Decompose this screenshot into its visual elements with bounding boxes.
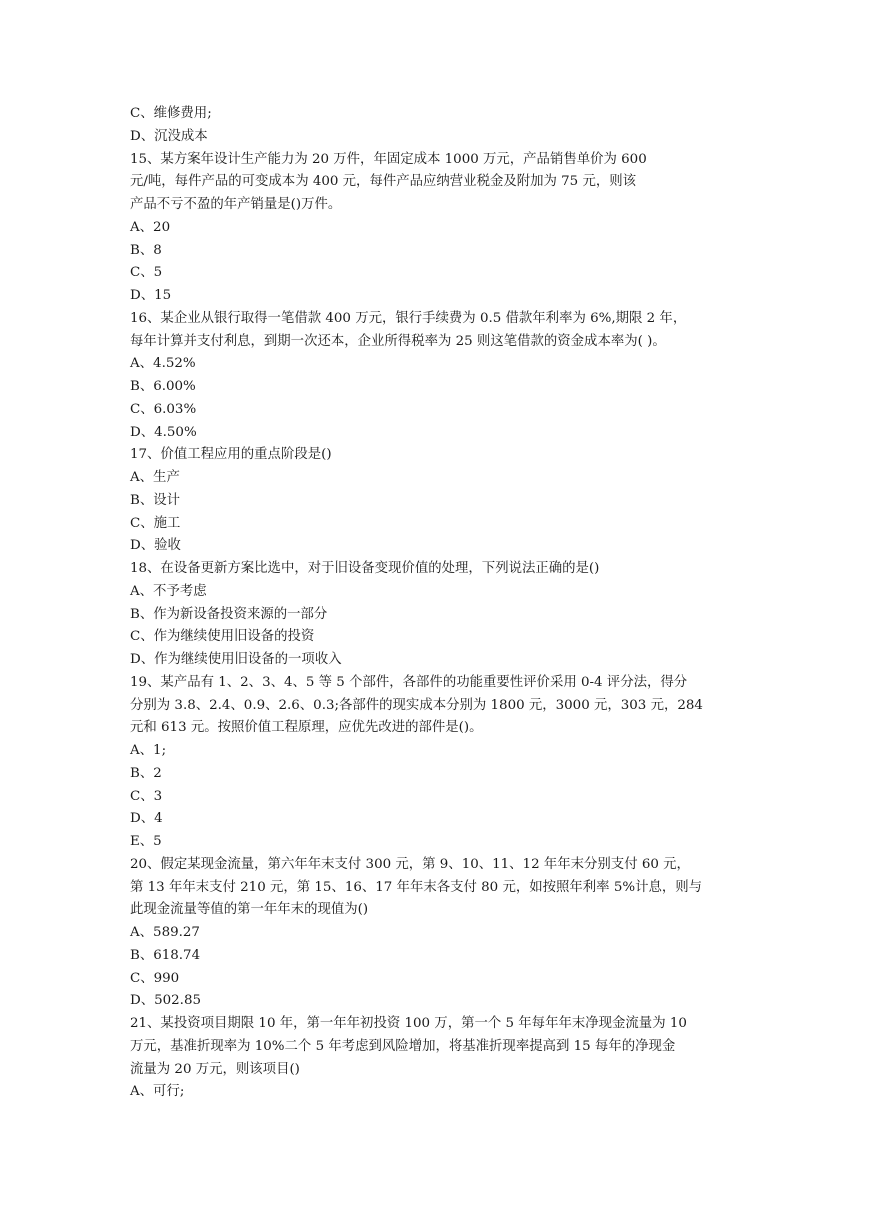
text-line: D、4 (130, 811, 163, 827)
text-line: A、不予考虑 (130, 583, 207, 599)
text-line: C、3 (130, 788, 163, 804)
text-line: C、作为继续使用旧设备的投资 (130, 629, 315, 645)
text-line: 21、某投资项目期限 10 年，第一年年初投资 100 万，第一个 5 年每年年末净现金流量为 10 (130, 1016, 687, 1031)
text-line: A、4.52% (130, 356, 196, 372)
text-line: 元/吨，每件产品的可变成本为 400 元，每件产品应纳营业税金及附加为 75 元，则该 (130, 174, 637, 190)
text-line: 分别为 3.8、2.4、0.9、2.6、0.3;各部件的现实成本分别为 1800 元，3000 元，303 元，284 (130, 697, 703, 713)
text-line: C、维修费用; (130, 106, 212, 121)
text-line: B、618.74 (130, 947, 201, 963)
text-line: C、6.03% (130, 401, 197, 417)
text-line: 此现金流量等值的第一年年末的现值为() (130, 902, 369, 918)
text-line: 15、某方案年设计生产能力为 20 万件，年固定成本 1000 万元，产品销售单价为 600 (130, 151, 647, 167)
text-line: C、990 (130, 970, 180, 986)
text-line: 19、某产品有 1、2、3、4、5 等 5 个部件，各部件的功能重要性评价采用 0-4 评分法，得分 (130, 674, 688, 690)
text-line: 16、某企业从银行取得一笔借款 400 万元，银行手续费为 0.5 借款年利率为 6%,期限 2 年， (130, 310, 687, 326)
text-line: B、设计 (130, 492, 181, 508)
text-line: B、8 (130, 242, 162, 258)
text-line: 流量为 20 万元，则该项目() (130, 1061, 300, 1077)
text-line: D、15 (130, 288, 172, 303)
text-line: 20、假定某现金流量，第六年年末支付 300 元，第 9、10、11、12 年年末分别支付 60 元， (130, 856, 690, 872)
text-line: 元和 613 元。按照价值工程原理，应优先改进的部件是()。 (130, 720, 483, 736)
text-line: A、20 (130, 219, 171, 235)
text-line: D、验收 (130, 538, 181, 554)
text-line: D、作为继续使用旧设备的一项收入 (130, 652, 342, 667)
text-line: D、沉没成本 (130, 128, 208, 144)
text-line: C、施工 (130, 515, 181, 531)
text-line: A、1; (130, 743, 167, 758)
text-line: 每年计算并支付利息，到期一次还本，企业所得税率为 25 则这笔借款的资金成本率为( )。 (130, 333, 666, 349)
text-line: A、生产 (130, 470, 180, 485)
text-line: D、4.50% (130, 424, 197, 440)
document-page (130, 103, 745, 1104)
text-line: 17、价值工程应用的重点阶段是() (130, 447, 332, 463)
text-line: A、589.27 (130, 925, 200, 940)
text-line: 万元，基准折现率为 10%二个 5 年考虑到风险增加，将基准折现率提高到 15 每年的净现金 (130, 1038, 676, 1054)
text-line: B、作为新设备投资来源的一部分 (130, 606, 328, 622)
text-line: D、502.85 (130, 993, 201, 1009)
text-line: E、5 (130, 834, 162, 849)
text-line: 第 13 年年末支付 210 元，第 15、16、17 年年末各支付 80 元，如按照年利率 5%计息，则与 (130, 879, 703, 895)
text-line: B、2 (130, 765, 162, 781)
text-line: 18、在设备更新方案比选中，对于旧设备变现价值的处理，下列说法正确的是() (130, 561, 600, 576)
text-line: A、可行; (130, 1084, 185, 1100)
text-line: B、6.00% (130, 379, 196, 394)
text-line: 产品不亏不盈的年产销量是()万件。 (130, 197, 342, 212)
text-line: C、5 (130, 265, 163, 281)
